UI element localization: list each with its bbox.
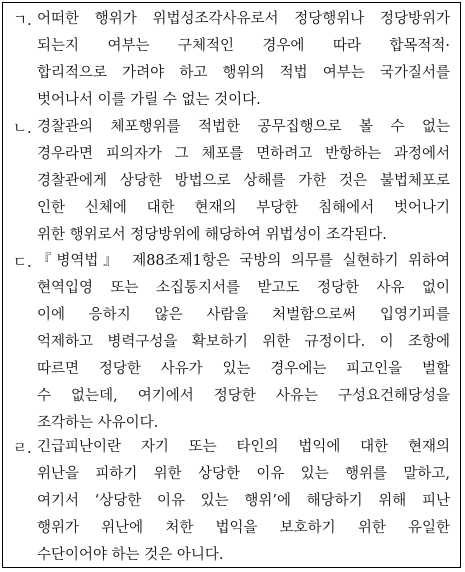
item-line: 위한 행위로서 정당방위에 해당하여 위법성이 조각된다. — [37, 227, 387, 243]
list-item-d — [13, 437, 450, 567]
item-line: 억제하고 병력구성을 확보하기 위한 규정이다. 이 조항에 — [37, 334, 450, 350]
item-line: 수 없는데, 여기에서 정당한 사유는 구성요건해당성을 — [37, 388, 450, 404]
document-frame — [2, 2, 461, 568]
item-line: 긴급피난이란 자기 또는 타인의 법익에 대한 현재의 — [37, 439, 450, 455]
item-line: 인한 신체에 대한 현재의 부당한 침해에서 벗어나기 — [37, 200, 450, 216]
list-item-c — [13, 251, 450, 441]
list-item-b — [13, 117, 450, 257]
item-marker: ㄱ. — [13, 13, 32, 29]
item-line: 행위가 위난에 처한 법익을 보호하기 위한 유일한 — [37, 520, 450, 536]
item-line: 벗어나서 이를 가릴 수 없는 것이다. — [37, 92, 261, 108]
item-line: 현역입영 또는 소집통지서를 받고도 정당한 사유 없이 — [37, 280, 450, 296]
item-line: 합리적으로 가려야 하고 행위의 적법 여부는 국가질서를 — [37, 65, 450, 81]
item-line: 되는지 여부는 구체적인 경우에 따라 합목적적· — [37, 38, 450, 54]
item-line: 따르면 정당한 사유가 있는 경우에는 피고인을 벌할 — [37, 361, 450, 377]
item-line: 『병역법』 제88조제1항은 국방의 의무를 실현하기 위하여 — [37, 253, 450, 269]
item-marker: ㄴ. — [13, 121, 32, 137]
item-line: 경찰관에게 상당한 방법으로 상해를 가한 것은 불법체포로 — [37, 173, 450, 189]
item-marker: ㄹ. — [13, 441, 32, 457]
item-line: 경우라면 피의자가 그 체포를 면하려고 반항하는 과정에서 — [37, 146, 450, 162]
item-line: 경찰관의 체포행위를 적법한 공무집행으로 볼 수 없는 — [37, 119, 450, 135]
item-line: 이에 응하지 않은 사람을 처벌함으로써 입영기피를 — [37, 307, 450, 323]
list-item-a — [13, 9, 450, 121]
item-line: 여기서 ‘상당한 이유 있는 행위’에 해당하기 위해 피난 — [37, 493, 450, 509]
item-line: 조각하는 사유이다. — [37, 415, 159, 431]
item-line: 위난을 피하기 위한 상당한 이유 있는 행위를 말하고, — [37, 466, 450, 482]
item-line: 어떠한 행위가 위법성조각사유로서 정당행위나 정당방위가 — [37, 11, 450, 27]
item-marker: ㄷ. — [13, 255, 32, 271]
item-line: 수단이어야 하는 것은 아니다. — [37, 547, 224, 563]
